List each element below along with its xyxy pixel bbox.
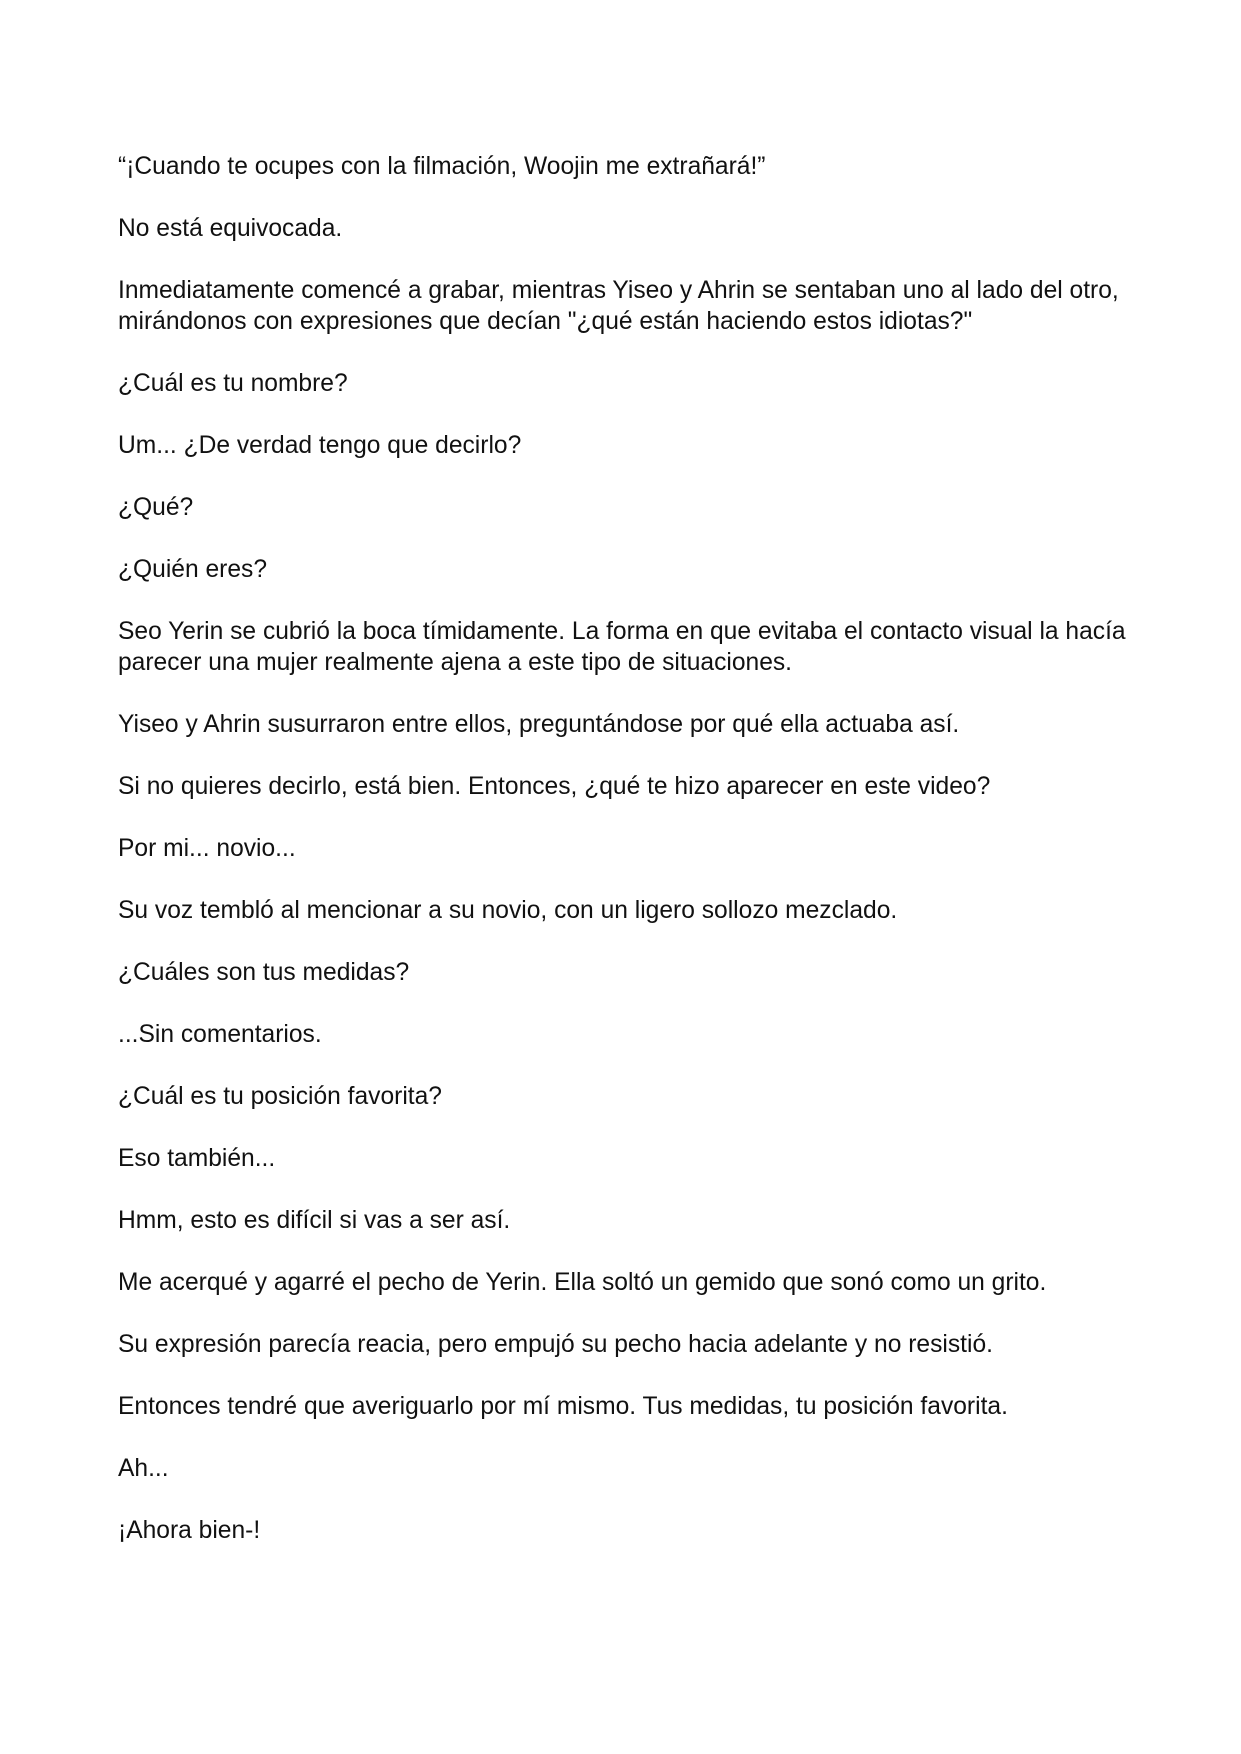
paragraph: Um... ¿De verdad tengo que decirlo? [118, 432, 522, 459]
paragraph: ...Sin comentarios. [118, 1021, 322, 1048]
paragraph: Me acerqué y agarré el pecho de Yerin. Ella soltó un gemido que sonó como un grito. [118, 1269, 1047, 1296]
paragraph: Ah... [118, 1455, 169, 1482]
paragraph: Su expresión parecía reacia, pero empujó su pecho hacia adelante y no resistió. [118, 1331, 993, 1358]
paragraph: Entonces tendré que averiguarlo por mí mismo. Tus medidas, tu posición favorita. [118, 1393, 1008, 1420]
paragraph: “¡Cuando te ocupes con la filmación, Woojin me extrañará!” [118, 153, 766, 180]
paragraph: Inmediatamente comencé a grabar, mientras Yiseo y Ahrin se sentaban uno al lado del otro, mirándonos con expresiones que decían "¿qué están haciendo estos idiotas?" [118, 277, 1119, 335]
paragraph: Hmm, esto es difícil si vas a ser así. [118, 1207, 511, 1234]
paragraph: Por mi... novio... [118, 835, 296, 862]
paragraph: Yiseo y Ahrin susurraron entre ellos, preguntándose por qué ella actuaba así. [118, 711, 960, 738]
paragraph: ¿Quién eres? [118, 556, 268, 583]
paragraph: ¡Ahora bien-! [118, 1517, 261, 1544]
paragraph: ¿Cuál es tu posición favorita? [118, 1083, 442, 1110]
paragraph: ¿Cuáles son tus medidas? [118, 959, 410, 986]
paragraph: Eso también... [118, 1145, 276, 1172]
paragraph: Si no quieres decirlo, está bien. Entonces, ¿qué te hizo aparecer en este video? [118, 773, 991, 800]
document-body [118, 151, 1128, 1577]
paragraph: ¿Qué? [118, 494, 194, 521]
paragraph: Seo Yerin se cubrió la boca tímidamente. La forma en que evitaba el contacto visual la hacía parecer una mujer realmente ajena a este tipo de situaciones. [118, 618, 1126, 676]
paragraph: ¿Cuál es tu nombre? [118, 370, 348, 397]
paragraph: Su voz tembló al mencionar a su novio, con un ligero sollozo mezclado. [118, 897, 898, 924]
paragraph: No está equivocada. [118, 215, 343, 242]
